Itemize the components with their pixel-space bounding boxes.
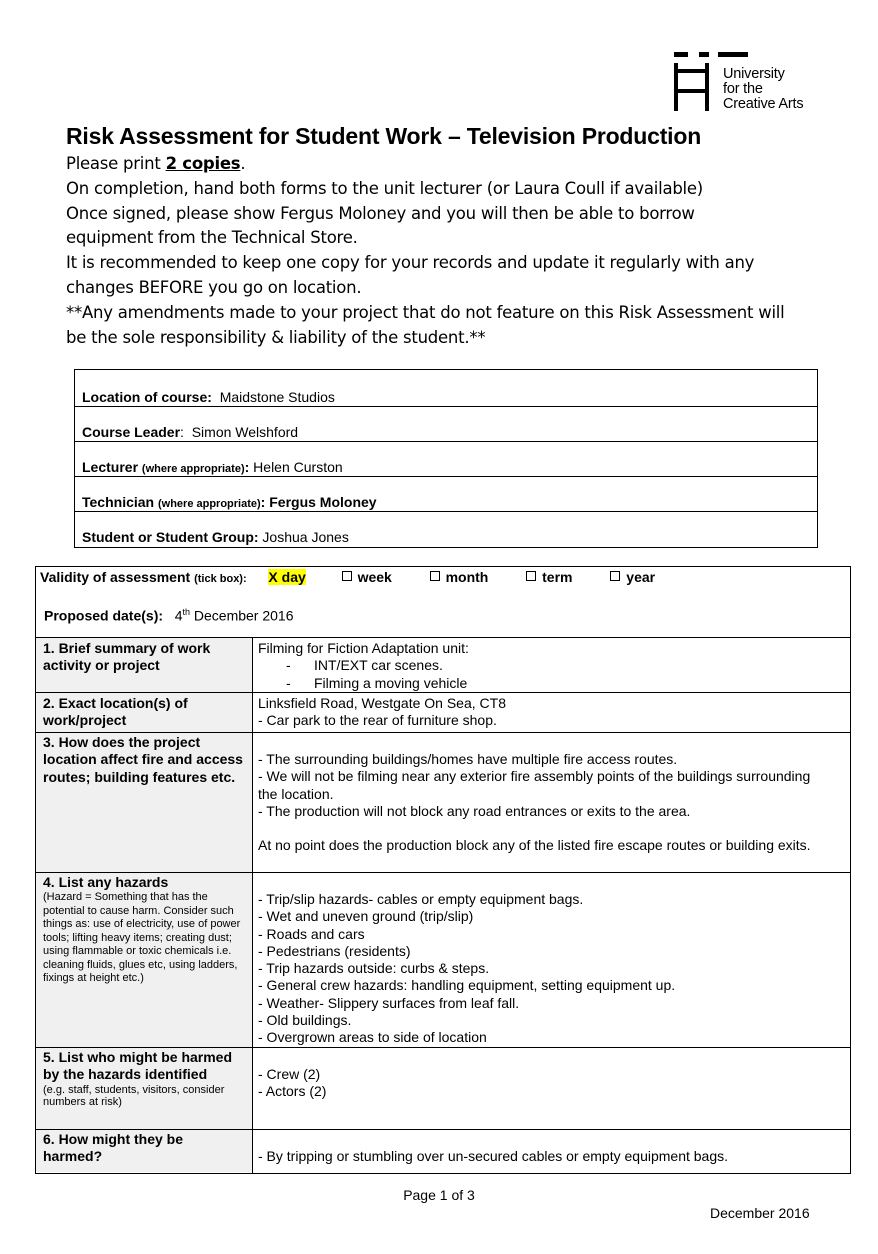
- hazard-item: - Overgrown areas to side of location: [258, 1029, 487, 1046]
- logo-line-1: University: [723, 66, 785, 82]
- row1-content: Filming for Fiction Adaptation unit: - INT/EXT car scenes. - Filming a moving vehicle: [258, 640, 838, 692]
- row4-note: (Hazard = Something that has the potential to cause harm. Consider such things as: use of electricity, use of power tools; lifting heavy items; creating dust; using flammable or toxic chemicals i.e. cleaning fluids, glues etc, using ladders, fixings at height etc.): [43, 891, 241, 985]
- intro-text: [66, 152, 826, 350]
- hazard-item: - Roads and cars: [258, 925, 365, 942]
- page-number: Page 1 of 3: [403, 1187, 475, 1203]
- intro-line-4: equipment from the Technical Store.: [66, 228, 358, 248]
- checkbox-icon: [430, 571, 440, 581]
- hazard-item: - Old buildings.: [258, 1012, 352, 1029]
- uca-logo: [674, 51, 834, 121]
- student-value: Joshua Jones: [262, 529, 349, 545]
- location-value: Maidstone Studios: [219, 389, 335, 405]
- row5-label: 5. List who might be harmed by the hazards identified (e.g. staff, students, visitors, consider numbers at risk): [43, 1049, 243, 1108]
- print-copies: 2 copies: [165, 154, 241, 173]
- intro-line-3: Once signed, please show Fergus Moloney and you will then be able to borrow: [66, 203, 695, 223]
- intro-line-7: **Any amendments made to your project that do not feature on this Risk Assessment will: [66, 302, 785, 322]
- row3-content: - The surrounding buildings/homes have multiple fire access routes. - We will not be filming near any exterior fire assembly points of the buildings surrounding the location. - The production will not block any road entrances or exits to the area. At no point does the production block any of the listed fire escape routes or building exits.: [258, 751, 811, 854]
- logo-line-2: for the: [723, 81, 763, 97]
- row-divider-2: [75, 441, 817, 442]
- validity-row: Validity of assessment (tick box): X day week month term year: [40, 569, 656, 585]
- validity-term-option[interactable]: term: [526, 569, 572, 585]
- hazard-item: - General crew hazards: handling equipment, setting equipment up.: [258, 977, 676, 994]
- row5-content: - Crew (2) - Actors (2): [258, 1066, 327, 1100]
- row6-content: - By tripping or stumbling over un-secured cables or empty equipment bags.: [258, 1148, 729, 1164]
- course-info-box: Location of course: Maidstone Studios Course Leader: Simon Welshford Lecturer (where appropriate): Helen Curston Technician (where appropriate): Fergus Moloney Student or Student Group: Joshua Jones: [74, 369, 818, 548]
- leader-label: Course Leader: [82, 424, 181, 440]
- intro-line-1: Please print 2 copies.: [66, 154, 246, 173]
- hazard-item: - Wet and uneven ground (trip/slip): [258, 908, 474, 925]
- leader-value: Simon Welshford: [191, 424, 299, 440]
- student-label: Student or Student Group:: [82, 529, 259, 545]
- hazard-item: - Trip/slip hazards- cables or empty equipment bags.: [258, 891, 584, 907]
- uca-logo-text: [723, 67, 803, 112]
- row2-label: 2. Exact location(s) of work/project: [43, 695, 188, 729]
- intro-line-5: It is recommended to keep one copy for your records and update it regularly with any: [66, 253, 755, 273]
- checkbox-icon: [526, 571, 536, 581]
- location-label: Location of course:: [82, 389, 212, 405]
- intro-line-2: On completion, hand both forms to the unit lecturer (or Laura Coull if available): [66, 178, 703, 198]
- validity-week-option[interactable]: week: [342, 569, 392, 585]
- row4-label: 4. List any hazards (Hazard = Something that has the potential to cause harm. Consider such things as: use of electricity, use of power tools; lifting heavy items; creating dust; using flammable or toxic chemicals i.e. cleaning fluids, glues etc, using ladders, fixings at height etc.): [43, 874, 248, 986]
- page-title: Risk Assessment for Student Work – Television Production: [66, 123, 702, 149]
- row6-label: 6. How might they be harmed?: [43, 1131, 184, 1165]
- logo-line-3: Creative Arts: [723, 96, 804, 112]
- hazard-item: - Trip hazards outside: curbs & steps.: [258, 960, 490, 977]
- row-divider-4: [75, 511, 817, 512]
- lecturer-value: Helen Curston: [253, 459, 343, 475]
- checkbox-icon: [610, 571, 620, 581]
- validity-month-option[interactable]: month: [430, 569, 489, 585]
- row-divider-3: [75, 476, 817, 477]
- hazard-item: - Weather- Slippery surfaces from leaf fall.: [258, 994, 520, 1011]
- validity-year-option[interactable]: year: [610, 569, 655, 585]
- validity-day-selected[interactable]: X day: [268, 569, 306, 585]
- lecturer-label: Lecturer: [82, 459, 139, 475]
- row4-hazard-list: [258, 891, 838, 1047]
- proposed-date-row: Proposed date(s): 4th December 2016: [44, 607, 294, 624]
- validity-label: Validity of assessment: [40, 569, 191, 585]
- technician-label: Technician: [82, 494, 155, 510]
- proposed-date-label: Proposed date(s):: [44, 607, 164, 624]
- intro-line-6: changes BEFORE you go on location.: [66, 277, 362, 297]
- intro-line-8: be the sole responsibility & liability of the student.**: [66, 327, 486, 347]
- row3-label: 3. How does the project location affect fire and access routes; building features etc.: [43, 734, 243, 785]
- row5-note: (e.g. staff, students, visitors, consider numbers at risk): [43, 1083, 225, 1108]
- technician-value: Fergus Moloney: [269, 494, 377, 510]
- checkbox-icon: [342, 571, 352, 581]
- row-divider-1: [75, 406, 817, 407]
- proposed-date-value: 4: [174, 607, 183, 624]
- row1-label: 1. Brief summary of work activity or project: [43, 640, 211, 674]
- row2-content: Linksfield Road, Westgate On Sea, CT8 - Car park to the rear of furniture shop.: [258, 695, 506, 729]
- assessment-table: [35, 566, 851, 1174]
- footer-date: December 2016: [710, 1205, 810, 1221]
- hazard-item: - Pedestrians (residents): [258, 942, 411, 959]
